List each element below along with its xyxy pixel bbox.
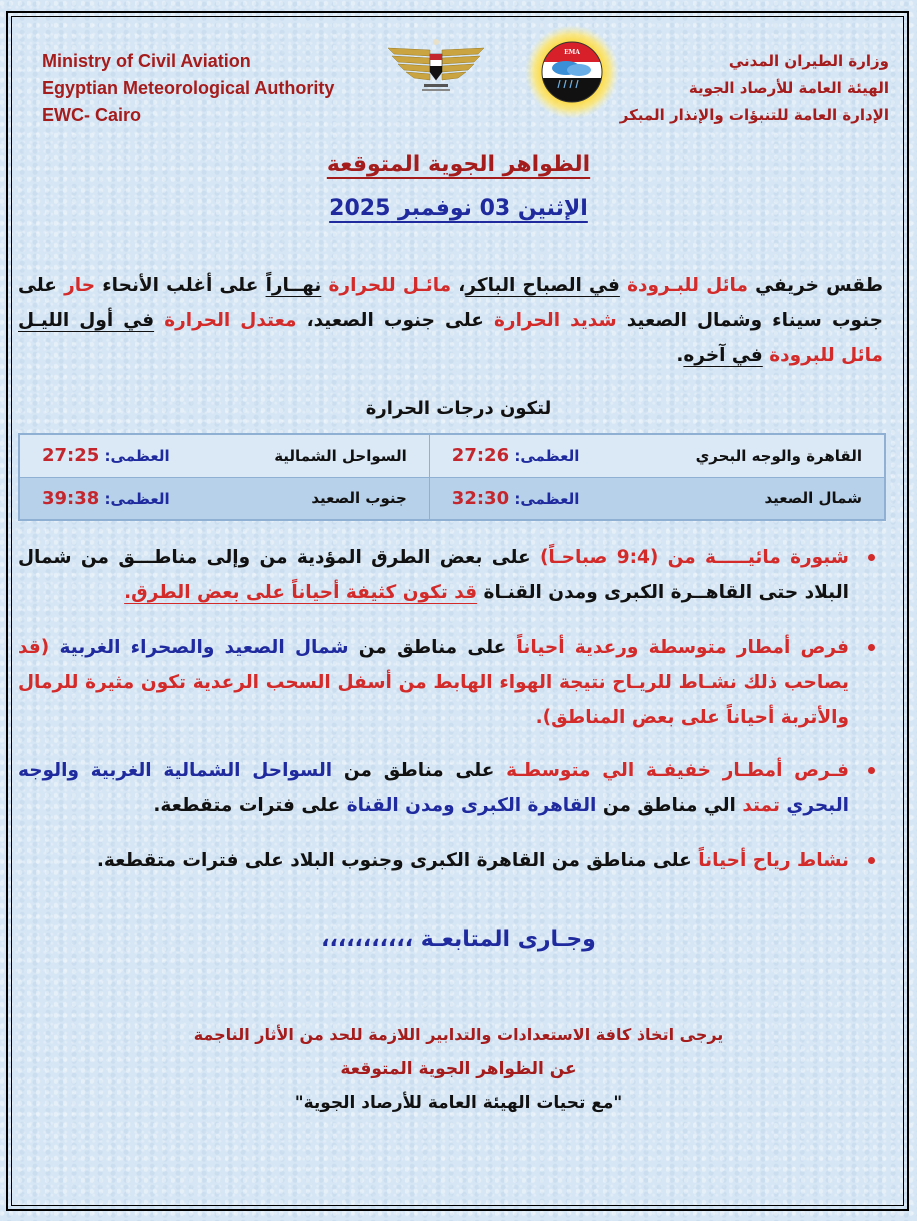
summary-underlined: في أول الليـل — [18, 310, 155, 331]
bullet-text: على فترات متقطعة. — [153, 795, 347, 816]
english-header — [42, 48, 334, 129]
bullet-highlight: شبورة مائيـــــة من (9:4 صباحـاً) — [539, 547, 849, 568]
bullet-warning: قد تكون كثيفة أحياناً على بعض الطرق. — [124, 582, 478, 603]
max-label: العظمى: — [514, 447, 580, 466]
bullet-region: السواحل الشمالية الغربية والوجه البحري — [18, 760, 849, 816]
bullet-text: على مناطق من — [348, 637, 517, 658]
bullet-highlight: نشاط رياح أحياناً — [698, 850, 849, 871]
summary-underlined: في آخره — [683, 345, 763, 366]
max-value: 27:25 — [42, 445, 100, 467]
list-item-fog — [18, 540, 875, 610]
weather-summary — [18, 268, 883, 373]
list-item-rain-thunder — [18, 630, 875, 735]
list-item-light-rain — [18, 753, 875, 823]
department-name-ar: الإدارة العامة للتنبؤات والإنذار المبكر — [619, 106, 889, 124]
summary-text — [321, 275, 328, 296]
summary-text: طقس خريفي — [747, 275, 883, 296]
summary-highlight: حار — [64, 275, 96, 296]
bullet-text: الي مناطق من — [596, 795, 743, 816]
forecast-date-text: الإثنين 03 نوفمبر 2025 — [329, 196, 588, 221]
aviation-wings-logo-icon — [386, 36, 486, 96]
bullet-region: شمال الصعيد والصحراء الغربية — [59, 637, 349, 658]
temperatures-title: لتكون درجات الحرارة — [365, 398, 552, 419]
max-label: العظمى: — [514, 489, 580, 508]
phenomena-list — [18, 540, 875, 878]
bullet-warning: (قد يصاحب ذلك نشـاط للريـاح نتيجة الهواء الهابط من أسفل السحب الرعدية تكون مثيرة للرمال والأتربة أحياناً على بعض المناطق). — [18, 637, 849, 728]
summary-highlight: شديد الحرارة — [494, 310, 617, 331]
max-label: العظمى: — [104, 489, 170, 508]
list-item-wind — [18, 843, 875, 878]
authority-name-en: Egyptian Meteorological Authority — [42, 78, 335, 98]
footer — [0, 1018, 917, 1120]
bullet-text: على بعض الطرق المؤدية من وإلى مناطـــق من شمال البلاد حتى القاهــرة الكبرى ومدن القنـاة — [18, 547, 849, 603]
bullet-text: على مناطق من القاهرة الكبرى وجنوب البلاد على فترات متقطعة. — [96, 850, 699, 871]
summary-highlight: مائـل للحرارة — [328, 275, 452, 296]
max-value: 39:38 — [42, 487, 100, 509]
bullet-region: القاهرة الكبرى ومدن القناة — [346, 795, 597, 816]
footer-advisory: يرجى اتخاذ كافة الاستعدادات والتدابير اللازمة للحد من الأثار الناجمة — [193, 1025, 724, 1044]
table-cell — [429, 434, 885, 477]
summary-text: . — [676, 345, 684, 366]
max-value: 32:30 — [451, 487, 510, 509]
table-cell — [19, 477, 429, 520]
ministry-name-en: Ministry of Civil Aviation — [42, 51, 251, 71]
arabic-header — [620, 48, 889, 129]
summary-text: على جنوب سيناء وشمال الصعيد — [18, 275, 884, 331]
region-name: جنوب الصعيد — [311, 489, 407, 508]
page-title-text: الظواهر الجوية المتوقعة — [326, 152, 591, 177]
bullet-highlight: فـرص أمطـار خفيفـة الي متوسطـة — [506, 760, 850, 781]
region-name: القاهرة والوجه البحري — [695, 446, 862, 465]
max-value: 27:26 — [451, 445, 510, 467]
summary-underlined: في الصباح الباكر — [465, 275, 620, 296]
ministry-name-ar: وزارة الطيران المدني — [728, 52, 889, 70]
summary-highlight: معتدل الحرارة — [164, 310, 297, 331]
summary-text: على أغلب الأنحاء — [95, 275, 266, 296]
summary-text: ، — [451, 275, 466, 296]
summary-text: على جنوب الصعيد، — [296, 310, 495, 331]
temperatures-table — [18, 433, 886, 521]
table-cell — [19, 434, 429, 477]
summary-text — [154, 310, 164, 331]
summary-underlined: نهــاراً — [265, 275, 322, 296]
bullet-highlight: تمتد — [742, 795, 780, 816]
bullet-text: على مناطق من — [332, 760, 507, 781]
forecast-date — [0, 196, 917, 221]
region-name: شمال الصعيد — [764, 489, 862, 508]
footer-signature: "مع تحيات الهيئة العامة للأرصاد الجوية" — [294, 1093, 623, 1113]
max-label: العظمى: — [104, 447, 170, 466]
ema-sun-logo-icon — [524, 22, 620, 118]
table-row — [19, 477, 885, 520]
follow-up-note: وجـارى المتابعـة ،،،،،،،،،،، — [321, 927, 596, 952]
ema-logo-text: EMA — [564, 49, 580, 56]
bullet-highlight: فرص أمطار متوسطة ورعدية أحياناً — [516, 637, 850, 658]
table-cell — [429, 477, 885, 520]
region-name: السواحل الشمالية — [274, 446, 407, 465]
table-row — [19, 434, 885, 477]
summary-highlight: مائل للبرودة — [769, 345, 883, 366]
center-name-en: EWC- Cairo — [42, 105, 141, 125]
page-title — [0, 152, 917, 177]
summary-highlight: مائل للبـرودة — [627, 275, 748, 296]
footer-advisory-cont: عن الظواهر الجوية المتوقعة — [340, 1059, 577, 1079]
authority-name-ar: الهيئة العامة للأرصاد الجوية — [688, 79, 889, 97]
